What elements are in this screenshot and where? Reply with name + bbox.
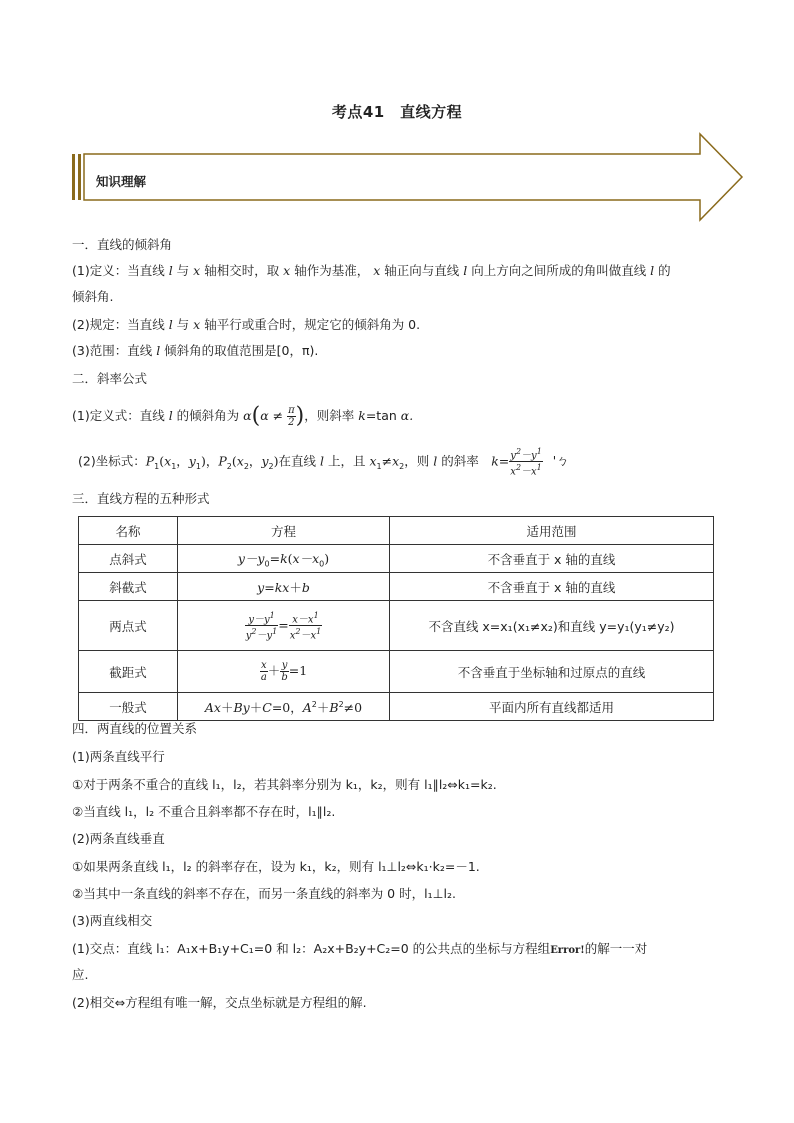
form-range: 不含直线 x=x₁(x₁≠x₂)和直线 y=y₁(y₁≠y₂) — [390, 601, 714, 651]
banner-label: 知识理解 — [96, 174, 147, 189]
s4-parallel-rule-2: ②当直线 l₁，l₂ 不重合且斜率都不存在时，l₁∥l₂. — [72, 804, 336, 819]
section-heading-1: 一．直线的倾斜角 — [72, 237, 173, 252]
page-title: 考点41 直线方程 — [331, 103, 463, 121]
form-equation: $\frac{y-y^1}{y^2-y^1}$ = $\frac{x-x^1}{x^2-x^1}$ — [178, 601, 390, 651]
column-header-equation: 方程 — [178, 517, 390, 545]
form-name: 点斜式 — [79, 545, 178, 573]
form-name: 斜截式 — [79, 573, 178, 601]
table-row — [79, 693, 714, 721]
table-row — [79, 651, 714, 693]
form-equation: $\frac{x}{a}$ ＋ $\frac{y}{b}$ =1 — [178, 651, 390, 693]
section-heading-4: 四．两直线的位置关系 — [72, 721, 198, 736]
s4-intersection-solution: (2)相交⇔方程组有唯一解，交点坐标就是方程组的解. — [72, 995, 367, 1010]
section-banner-arrow — [72, 132, 746, 222]
form-name: 截距式 — [79, 651, 178, 693]
s4-perpendicular-rule-2: ②当其中一条直线的斜率不存在，而另一条直线的斜率为 0 时，l₁⊥l₂. — [72, 886, 456, 901]
s2-definition: (1)定义式：直线 l 的倾斜角为 α(α ≠ $\frac{\pi}{2}$ )，则斜率 k=tan α. — [72, 403, 414, 429]
s4-perpendicular-title: (2)两条直线垂直 — [72, 831, 165, 846]
form-name: 两点式 — [79, 601, 178, 651]
form-equation: $y-y_0=k(x-x_0)$ — [178, 545, 390, 573]
s1-definition: (1)定义：当直线 l 与 x 轴相交时，取 x 轴作为基准， x 轴正向与直线 l 向上方向之间所成的角叫做直线 l 的 — [72, 263, 671, 278]
column-header-range: 适用范围 — [390, 517, 714, 545]
section-heading-2: 二．斜率公式 — [72, 371, 148, 386]
s4-intersect-title: (3)两直线相交 — [72, 913, 153, 928]
error-marker: Error! — [550, 945, 585, 956]
form-range: 不含垂直于 x 轴的直线 — [390, 545, 714, 573]
form-range: 平面内所有直线都适用 — [390, 693, 714, 721]
column-header-name: 名称 — [79, 517, 178, 545]
s4-parallel-rule-1: ①对于两条不重合的直线 l₁，l₂，若其斜率分别为 k₁，k₂，则有 l₁∥l₂⇔k₁=k₂. — [72, 777, 497, 792]
line-equation-forms-table — [78, 516, 714, 721]
s4-parallel-title: (1)两条直线平行 — [72, 749, 165, 764]
s4-intersection-point-cont: 应. — [72, 967, 89, 982]
form-range: 不含垂直于坐标轴和过原点的直线 — [390, 651, 714, 693]
table-row — [79, 601, 714, 651]
table-row — [79, 545, 714, 573]
form-name: 一般式 — [79, 693, 178, 721]
section-heading-3: 三．直线方程的五种形式 — [72, 491, 210, 506]
form-range: 不含垂直于 x 轴的直线 — [390, 573, 714, 601]
s4-perpendicular-rule-1: ①如果两条直线 l₁，l₂ 的斜率存在，设为 k₁，k₂，则有 l₁⊥l₂⇔k₁·k₂=－1. — [72, 859, 480, 874]
form-equation: Ax＋By＋C=0，$A^2+B^2\ne 0$ — [178, 693, 390, 721]
table-row — [79, 573, 714, 601]
s1-rule: (2)规定：当直线 l 与 x 轴平行或重合时，规定它的倾斜角为 0. — [72, 317, 421, 332]
s1-definition-cont: 倾斜角. — [72, 289, 114, 304]
s4-intersection-point: (1)交点：直线 l₁：A₁x+B₁y+C₁=0 和 l₂：A₂x+B₂y+C₂=0 的公共点的坐标与方程组Error!的解一一对 — [72, 941, 648, 956]
s2-coordinate: (2)坐标式：$P_1(x_1$，$y_1$)，$P_2(x_2$，$y_2$)在直线 l 上，且 $x_1\ne x_2$，则 l 的斜率 k= $\frac{y^2-y^1}{x^2-x^1}$ 'ㄅ — [78, 447, 569, 478]
table-header-row — [79, 517, 714, 545]
form-equation: y=kx＋b — [178, 573, 390, 601]
s1-range: (3)范围：直线 l 倾斜角的取值范围是[0，π). — [72, 343, 319, 358]
